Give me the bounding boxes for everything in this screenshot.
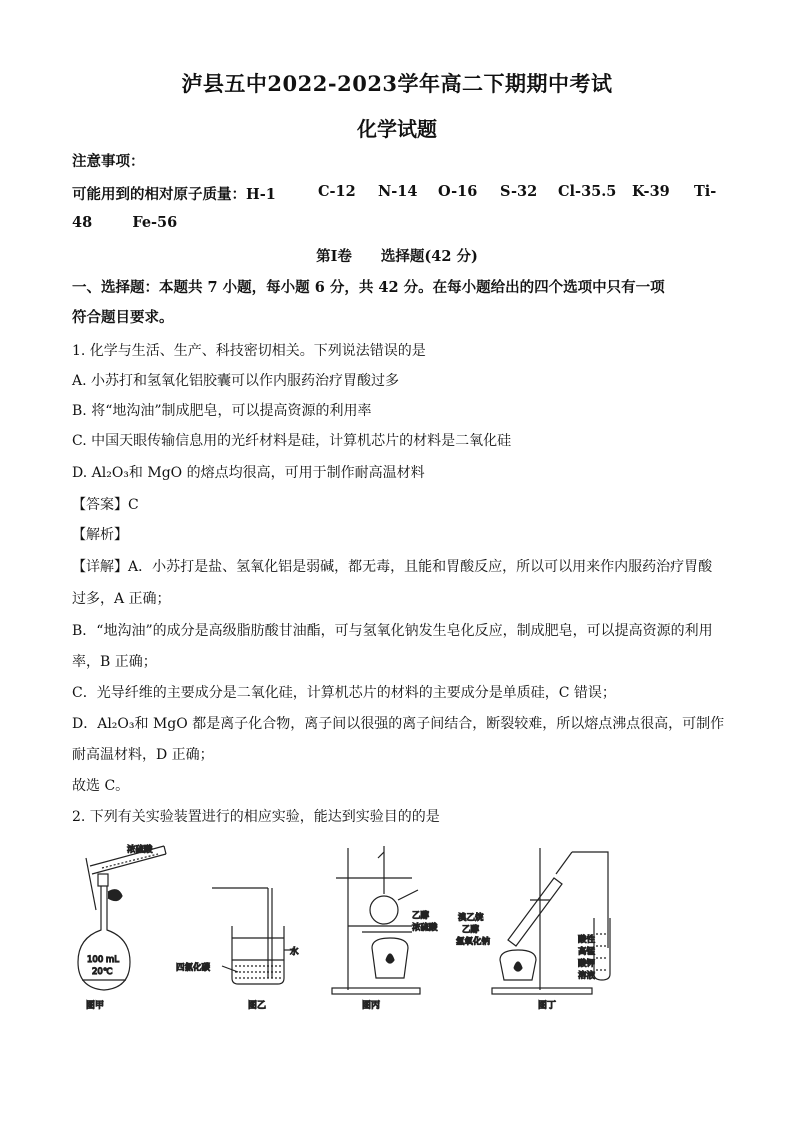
notice-label: 注意事项： — [72, 153, 145, 170]
ding-bromoethane-label: 溴乙烷 — [458, 913, 484, 923]
jia-flask-volume: 100 mL — [87, 955, 119, 965]
ding-kmno4-label-1: 酸性 — [578, 935, 596, 945]
q1-detail-line-3: B．“地沟油”的成分是高级脂肪酸甘油酯，可与氢氧化钠发生皂化反应，制成肥皂，可以提高资源的利用 — [72, 623, 713, 639]
q1-option-b: B. 将“地沟油”制成肥皂，可以提高资源的利用率 — [72, 403, 372, 419]
yi-ccl4-label: 四氯化碳 — [176, 963, 211, 973]
atomic-mass-s: S-32 — [500, 183, 538, 200]
yi-water-label: 水 — [290, 947, 299, 957]
q1-detail-line-6: D．Al₂O₃和 MgO 都是离子化合物，离子间以很强的离子间结合，断裂较难，所以熔点沸点很高，可制作 — [72, 716, 725, 732]
jia-caption: 图甲 — [86, 1001, 105, 1011]
bing-ethanol-label: 乙醇 — [412, 911, 430, 921]
jia-acid-label: 浓硫酸 — [127, 845, 153, 855]
q1-detail-line-7: 耐高温材料，D 正确； — [72, 747, 214, 763]
ding-naoh-label: 氢氧化钠 — [456, 937, 491, 947]
q1-option-c: C. 中国天眼传输信息用的光纤材料是硅，计算机芯片的材料是二氧化硅 — [72, 433, 512, 449]
apparatus-yi — [212, 888, 294, 984]
atomic-mass-ti: Ti- — [694, 183, 717, 200]
atomic-mass-ti-value: 48 — [72, 214, 93, 231]
ding-kmno4-label-3: 酸钾 — [578, 959, 596, 969]
atomic-mass-row-2 — [72, 214, 177, 231]
atomic-mass-o: O-16 — [438, 183, 478, 200]
jia-flask-temp: 20℃ — [92, 967, 113, 977]
q2-stem: 2. 下列有关实验装置进行的相应实验，能达到实验目的的是 — [72, 809, 440, 825]
q1-detail-line-8: 故选 C。 — [72, 778, 130, 794]
yi-caption: 图乙 — [248, 1001, 267, 1011]
q1-detail-line-4: 率，B 正确； — [72, 654, 157, 670]
instruction-line-1: 一、选择题：本题共 7 小题，每小题 6 分，共 42 分。在每小题给出的四个选项中只有一项 — [72, 279, 665, 296]
atomic-mass-row — [72, 183, 722, 203]
apparatus-figure — [72, 838, 632, 1018]
q1-option-a: A. 小苏打和氢氧化铝胶囊可以作内服药治疗胃酸过多 — [72, 373, 400, 389]
q1-stem: 1. 化学与生活、生产、科技密切相关。下列说法错误的是 — [72, 343, 426, 359]
ding-kmno4-label-4: 溶液 — [578, 971, 596, 981]
exam-subtitle: 化学试题 — [357, 117, 437, 141]
exam-title: 泸县五中2022-2023学年高二下期期中考试 — [181, 71, 613, 96]
atomic-mass-c: C-12 — [318, 183, 356, 200]
q1-detail-line-2: 过多，A 正确； — [72, 591, 171, 607]
atomic-mass-n: N-14 — [378, 183, 418, 200]
q1-option-d: D. Al₂O₃和 MgO 的熔点均很高，可用于制作耐高温材料 — [72, 465, 425, 481]
q1-answer: 【答案】C — [72, 497, 139, 513]
atomic-mass-label: 可能用到的相对原子质量：H-1 — [72, 186, 276, 203]
ding-ethanol-label: 乙醇 — [462, 925, 480, 935]
q1-detail-line-5: C．光导纤维的主要成分是二氧化硅，计算机芯片的材料的主要成分是单质硅，C 错误； — [72, 685, 616, 701]
apparatus-bing — [332, 846, 420, 994]
q1-detail-line-1: 【详解】A．小苏打是盐、氢氧化铝是弱碱，都无毒，且能和胃酸反应，所以可以用来作内服药治疗胃酸 — [72, 559, 713, 575]
atomic-mass-k: K-39 — [632, 183, 670, 200]
q1-analysis-label: 【解析】 — [72, 527, 128, 543]
ding-caption: 图丁 — [538, 1001, 557, 1011]
instruction-line-2: 符合题目要求。 — [72, 309, 174, 326]
atomic-mass-cl: Cl-35.5 — [558, 183, 617, 200]
bing-acid-label: 浓硫酸 — [412, 923, 438, 933]
section-title: 第I卷 选择题(42 分) — [316, 248, 478, 265]
ding-kmno4-label-2: 高锰 — [578, 947, 596, 957]
bing-caption: 图丙 — [362, 1001, 381, 1011]
atomic-mass-fe: Fe-56 — [132, 214, 178, 231]
